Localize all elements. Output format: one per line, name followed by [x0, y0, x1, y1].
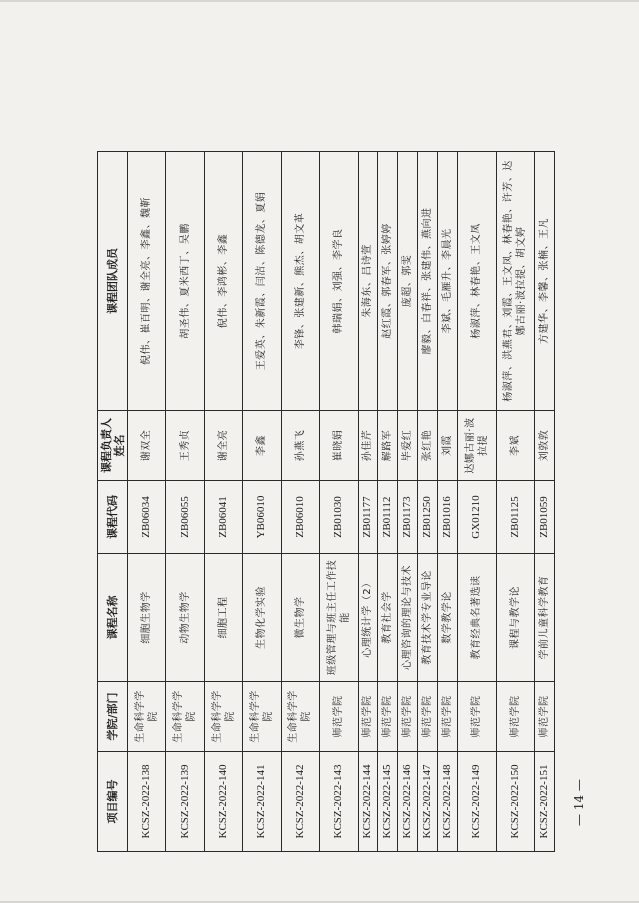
cell-department: 师范学院 [418, 682, 438, 752]
table-row [534, 152, 554, 852]
table-row [243, 152, 281, 852]
cell-course-code: ZB01016 [438, 481, 458, 554]
cell-department: 师范学院 [438, 682, 458, 752]
cell-project-id: KCSZ-2022-138 [128, 752, 166, 852]
cell-course-code: ZB01177 [358, 481, 378, 554]
header-department: 学院/部门 [98, 682, 128, 752]
cell-course-code: ZB01173 [398, 481, 418, 554]
cell-project-id: KCSZ-2022-149 [458, 752, 496, 852]
cell-course-name: 教育社会学 [378, 554, 398, 682]
cell-leader: 解路军 [378, 411, 398, 481]
table-header-row [98, 152, 128, 852]
cell-course-name: 学前儿童科学教育 [534, 554, 554, 682]
cell-leader: 张红艳 [418, 411, 438, 481]
table-row [320, 152, 358, 852]
cell-project-id: KCSZ-2022-148 [438, 752, 458, 852]
cell-department: 师范学院 [320, 682, 358, 752]
cell-project-id: KCSZ-2022-150 [496, 752, 534, 852]
cell-department: 生命科学学院 [166, 682, 204, 752]
cell-department: 师范学院 [398, 682, 418, 752]
page-number: — 14 — [572, 779, 586, 826]
header-leader-name: 课程负责人姓名 [98, 411, 128, 481]
cell-leader: 孙燕飞 [281, 411, 319, 481]
scan-top-edge [0, 0, 639, 2]
cell-department: 师范学院 [534, 682, 554, 752]
cell-project-id: KCSZ-2022-141 [243, 752, 281, 852]
cell-members: 倪伟、李鸿彬、李鑫 [204, 152, 242, 411]
course-team-table [97, 151, 555, 852]
cell-course-name: 生物化学实验 [243, 554, 281, 682]
header-team-members: 课程团队成员 [98, 152, 128, 411]
cell-department: 师范学院 [496, 682, 534, 752]
cell-course-name: 细胞工程 [204, 554, 242, 682]
cell-project-id: KCSZ-2022-142 [281, 752, 319, 852]
table-row [378, 152, 398, 852]
table-row [438, 152, 458, 852]
cell-leader: 孙佳芹 [358, 411, 378, 481]
cell-course-name: 动物生物学 [166, 554, 204, 682]
header-course-name: 课程名称 [98, 554, 128, 682]
cell-course-name: 课程与教学论 [496, 554, 534, 682]
cell-members: 胡圣伟、夏米西丁、吴鹏 [166, 152, 204, 411]
cell-course-name: 心理统计学（2） [358, 554, 378, 682]
cell-members: 赵红霞、郭春军、张婷婷 [378, 152, 398, 411]
cell-department: 生命科学学院 [281, 682, 319, 752]
cell-course-name: 微生物学 [281, 554, 319, 682]
table-row [358, 152, 378, 852]
cell-department: 生命科学学院 [204, 682, 242, 752]
cell-project-id: KCSZ-2022-145 [378, 752, 398, 852]
cell-course-code: ZB06041 [204, 481, 242, 554]
cell-members: 李斌、毛雁升、李晨光 [438, 152, 458, 411]
cell-course-name: 数学教学论 [438, 554, 458, 682]
cell-members: 庞超、郭雯 [398, 152, 418, 411]
cell-members: 李锋、张建新、熊杰、胡文革 [281, 152, 319, 411]
cell-course-code: YB06010 [243, 481, 281, 554]
cell-course-name: 教育技术学专业导论 [418, 554, 438, 682]
cell-project-id: KCSZ-2022-143 [320, 752, 358, 852]
cell-department: 生命科学学院 [243, 682, 281, 752]
table-row [128, 152, 166, 852]
cell-leader: 谢双全 [128, 411, 166, 481]
cell-members: 方建华、李馨、张楠、王凡 [534, 152, 554, 411]
cell-members: 王爱英、朱新霞、闫洁、陈德龙、夏娟 [243, 152, 281, 411]
cell-project-id: KCSZ-2022-144 [358, 752, 378, 852]
cell-leader: 刘敦敦 [534, 411, 554, 481]
cell-course-code: GX01210 [458, 481, 496, 554]
cell-leader: 刘霞 [438, 411, 458, 481]
cell-members: 朱海东、吕诗萱 [358, 152, 378, 411]
cell-course-code: ZB06034 [128, 481, 166, 554]
table-row [281, 152, 319, 852]
cell-department: 师范学院 [458, 682, 496, 752]
cell-department: 师范学院 [358, 682, 378, 752]
cell-course-code: ZB01125 [496, 481, 534, 554]
cell-leader: 崔晓娟 [320, 411, 358, 481]
cell-project-id: KCSZ-2022-140 [204, 752, 242, 852]
cell-course-name: 教育经典名著选读 [458, 554, 496, 682]
cell-course-name: 心理咨询的理论与技术 [398, 554, 418, 682]
table-row [204, 152, 242, 852]
cell-project-id: KCSZ-2022-151 [534, 752, 554, 852]
cell-course-code: ZB01059 [534, 481, 554, 554]
cell-course-code: ZB01112 [378, 481, 398, 554]
cell-course-name: 班级管理与班主任工作技能 [320, 554, 358, 682]
header-course-code: 课程代码 [98, 481, 128, 554]
table-row [166, 152, 204, 852]
cell-leader: 毕爱红 [398, 411, 418, 481]
cell-members: 倪伟、崔百明、谢全亮、李鑫、魏靳 [128, 152, 166, 411]
cell-course-code: ZB01030 [320, 481, 358, 554]
header-project-id: 项目编号 [98, 752, 128, 852]
cell-members: 杨淑萍、洪燕君、刘霞、王文凤、林春艳、许芳、达娜古丽·波拉提、胡文婷 [496, 152, 534, 411]
table-row [398, 152, 418, 852]
cell-leader: 达娜古丽·波拉提 [458, 411, 496, 481]
table-row [418, 152, 438, 852]
table-row [458, 152, 496, 852]
cell-members: 杨淑萍、林春艳、王文凤 [458, 152, 496, 411]
cell-members: 韩瑞娟、刘强、李学良 [320, 152, 358, 411]
rotated-table-container [97, 152, 555, 852]
table-row [496, 152, 534, 852]
cell-project-id: KCSZ-2022-147 [418, 752, 438, 852]
cell-leader: 谢全亮 [204, 411, 242, 481]
cell-course-code: ZB01250 [418, 481, 438, 554]
cell-course-code: ZB06010 [281, 481, 319, 554]
cell-members: 廖毅、白春祥、张建伟、燕向进 [418, 152, 438, 411]
cell-leader: 李鑫 [243, 411, 281, 481]
cell-leader: 王秀贞 [166, 411, 204, 481]
cell-department: 生命科学学院 [128, 682, 166, 752]
cell-course-code: ZB06055 [166, 481, 204, 554]
cell-department: 师范学院 [378, 682, 398, 752]
cell-project-id: KCSZ-2022-139 [166, 752, 204, 852]
cell-project-id: KCSZ-2022-146 [398, 752, 418, 852]
cell-course-name: 细胞生物学 [128, 554, 166, 682]
cell-leader: 李斌 [496, 411, 534, 481]
